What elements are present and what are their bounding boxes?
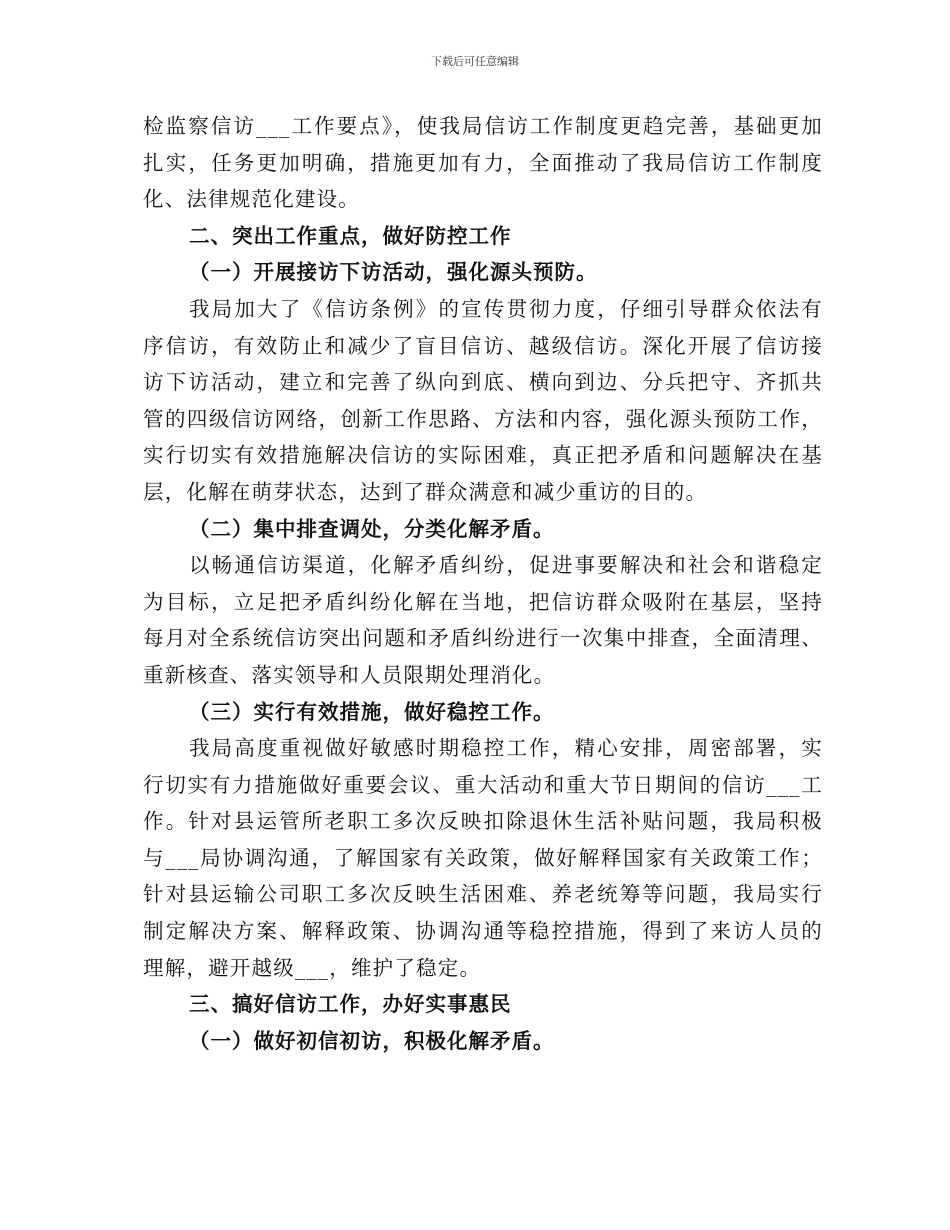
paragraph-line: 管的四级信访网络，创新工作思路、方法和内容，强化源头预防工作， bbox=[143, 406, 823, 431]
document-body bbox=[143, 108, 823, 1059]
paragraph-line: 作。针对县运管所老职工多次反映扣除退休生活补贴问题，我局积极 bbox=[143, 809, 823, 834]
paragraph-line: 化、法律规范化建设。 bbox=[143, 187, 360, 212]
paragraph-line: 行切实有力措施做好重要会议、重大活动和重大节日期间的信访___工 bbox=[143, 772, 823, 797]
paragraph-line: 我局高度重视做好敏感时期稳控工作，精心安排，周密部署，实 bbox=[189, 736, 823, 761]
paragraph-line: 扎实，任务更加明确，措施更加有力，全面推动了我局信访工作制度 bbox=[143, 150, 823, 175]
paragraph-line: 访下访活动，建立和完善了纵向到底、横向到边、分兵把守、齐抓共 bbox=[143, 370, 823, 395]
paragraph-line: 序信访，有效防止和减少了盲目信访、越级信访。深化开展了信访接 bbox=[143, 333, 823, 358]
subsection-heading: （三）实行有效措施，做好稳控工作。 bbox=[189, 699, 555, 724]
paragraph-line: 重新核查、落实领导和人员限期处理消化。 bbox=[143, 662, 556, 687]
paragraph-line: 层，化解在萌芽状态，达到了群众满意和减少重访的目的。 bbox=[143, 479, 708, 504]
paragraph-line: 与___局协调沟通，了解国家有关政策，做好解释国家有关政策工作； bbox=[143, 845, 823, 870]
subsection-heading: （一）开展接访下访活动，强化源头预防。 bbox=[189, 260, 598, 285]
subsection-heading: （二）集中排查调处，分类化解矛盾。 bbox=[189, 516, 555, 541]
page-header: 下载后可任意编辑 bbox=[431, 55, 519, 68]
paragraph-line: 以畅通信访渠道，化解矛盾纠纷，促进事要解决和社会和谐稳定 bbox=[189, 553, 823, 578]
paragraph-line: 理解，避开越级___，维护了稳定。 bbox=[143, 955, 482, 980]
paragraph-line: 检监察信访___工作要点》，使我局信访工作制度更趋完善，基础更加 bbox=[143, 114, 823, 138]
paragraph-line: 每月对全系统信访突出问题和矛盾纠纷进行一次集中排查，全面清理、 bbox=[143, 626, 823, 651]
paragraph-line: 制定解决方案、解释政策、协调沟通等稳控措施，得到了来访人员的 bbox=[143, 919, 823, 944]
paragraph-line: 我局加大了《信访条例》的宣传贯彻力度，仔细引导群众依法有 bbox=[189, 296, 823, 321]
section-heading: 三、搞好信访工作，办好实事惠民 bbox=[189, 992, 512, 1017]
paragraph-line: 实行切实有效措施解决信访的实际困难，真正把矛盾和问题解决在基 bbox=[143, 443, 823, 468]
section-heading: 二、突出工作重点，做好防控工作 bbox=[189, 223, 512, 248]
subsection-heading: （一）做好初信初访，积极化解矛盾。 bbox=[189, 1028, 555, 1053]
paragraph-line: 针对县运输公司职工多次反映生活困难、养老统筹等问题，我局实行 bbox=[143, 882, 823, 907]
paragraph-line: 为目标，立足把矛盾纠纷化解在当地，把信访群众吸附在基层，坚持 bbox=[143, 589, 823, 614]
